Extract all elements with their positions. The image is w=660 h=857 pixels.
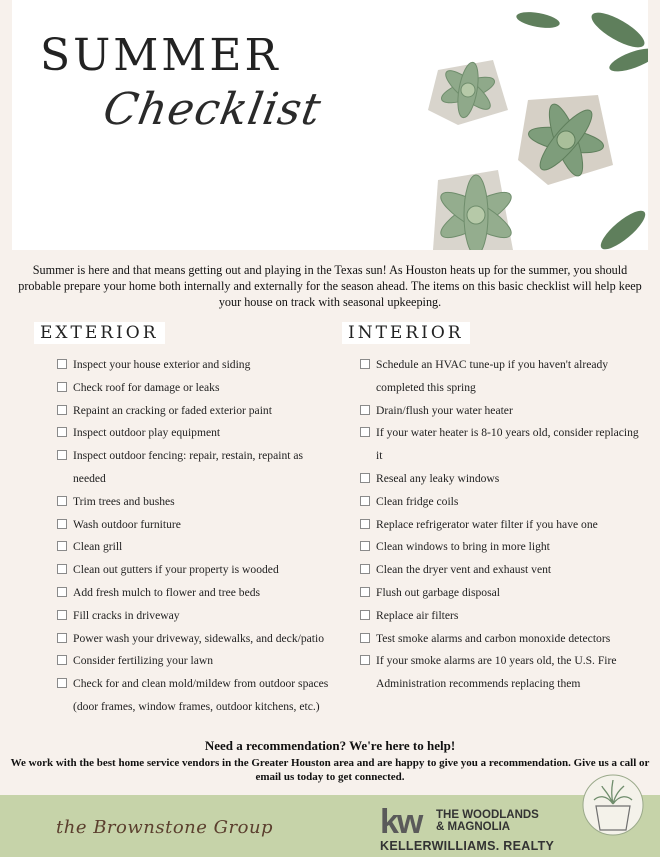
checkbox-icon[interactable]: [57, 678, 67, 688]
exterior-checklist-item-label: Inspect outdoor play equipment: [73, 426, 221, 440]
interior-checklist-item: [360, 422, 645, 468]
interior-heading: INTERIOR: [342, 322, 470, 344]
succulent-pot-3: [433, 170, 517, 250]
interior-checklist-item-label: Clean fridge coils: [376, 494, 459, 508]
interior-checklist-item: [360, 605, 645, 628]
interior-checklist-item-label: Drain/flush your water heater: [376, 403, 513, 417]
checkbox-icon[interactable]: [57, 587, 67, 597]
interior-checklist-item-label: If your smoke alarms are 10 years old, the U.S. Fire Administration recommends replacing them: [376, 654, 617, 691]
checkbox-icon[interactable]: [57, 450, 67, 460]
interior-checklist: [360, 354, 645, 696]
interior-checklist-item: [360, 582, 645, 605]
checkbox-icon[interactable]: [360, 496, 370, 506]
exterior-checklist-item: [57, 514, 337, 537]
exterior-checklist-item-label: Repaint an cracking or faded exterior paint: [73, 403, 272, 417]
exterior-checklist-item: [57, 354, 337, 377]
intro-paragraph: Summer is here and that means getting out and playing in the Texas sun! As Houston heats up for the summer, you should probable prepare your home both internally and externally for the season ahead. The items on this basic checklist will help keep your house on track with seasonal upkeeping.: [18, 263, 642, 309]
footer-bar: [0, 795, 660, 857]
checkbox-icon[interactable]: [57, 610, 67, 620]
page-title: SUMMER: [40, 30, 281, 81]
checkbox-icon[interactable]: [360, 519, 370, 529]
checkbox-icon[interactable]: [57, 382, 67, 392]
exterior-checklist: [57, 354, 337, 719]
interior-checklist-item-label: Clean windows to bring in more light: [376, 540, 550, 554]
interior-checklist-item: [360, 400, 645, 423]
checkbox-icon[interactable]: [360, 587, 370, 597]
checkbox-icon[interactable]: [57, 427, 67, 437]
interior-checklist-item-label: Replace refrigerator water filter if you have one: [376, 517, 598, 531]
succulent-plants-image: [398, 0, 648, 250]
brownstone-group-logo: the Brownstone Group: [56, 817, 274, 838]
checkbox-icon[interactable]: [360, 473, 370, 483]
interior-checklist-item-label: Reseal any leaky windows: [376, 471, 500, 485]
checkbox-icon[interactable]: [57, 633, 67, 643]
interior-checklist-item-label: If your water heater is 8-10 years old, consider replacing it: [376, 426, 639, 463]
kw-office-name: THE WOODLANDS & MAGNOLIA: [436, 809, 539, 833]
exterior-checklist-item: [57, 377, 337, 400]
exterior-checklist-item-label: Consider fertilizing your lawn: [73, 654, 214, 668]
exterior-checklist-item-label: Check roof for damage or leaks: [73, 380, 220, 394]
page-subtitle-script: Checklist: [99, 84, 326, 135]
checkbox-icon[interactable]: [360, 610, 370, 620]
checkbox-icon[interactable]: [57, 519, 67, 529]
exterior-checklist-item-label: Clean grill: [73, 540, 123, 554]
interior-checklist-item: [360, 628, 645, 651]
exterior-checklist-item-label: Clean out gutters if your property is wooded: [73, 563, 279, 577]
interior-checklist-item-label: Replace air filters: [376, 608, 459, 622]
checkbox-icon[interactable]: [57, 564, 67, 574]
recommendation-body: We work with the best home service vendors in the Greater Houston area and are happy to give you a recommendation. Give us a call or email us today to get connected.: [10, 757, 650, 783]
checkbox-icon[interactable]: [57, 405, 67, 415]
exterior-checklist-item: [57, 422, 337, 445]
interior-checklist-item: [360, 491, 645, 514]
hero-banner: [12, 0, 648, 250]
checkbox-icon[interactable]: [57, 655, 67, 665]
interior-checklist-item-label: Test smoke alarms and carbon monoxide detectors: [376, 631, 611, 645]
interior-checklist-item-label: Clean the dryer vent and exhaust vent: [376, 563, 552, 577]
checkbox-icon[interactable]: [360, 359, 370, 369]
succulent-pot-1: [428, 60, 508, 125]
exterior-checklist-item-label: Check for and clean mold/mildew from outdoor spaces (door frames, window frames, outdoor kitchens, etc.): [73, 677, 329, 713]
checkbox-icon[interactable]: [360, 427, 370, 437]
interior-checklist-item: [360, 468, 645, 491]
checkbox-icon[interactable]: [57, 541, 67, 551]
exterior-checklist-item: [57, 605, 337, 628]
kw-realty-name: KELLERWILLIAMS. REALTY: [380, 839, 555, 853]
exterior-checklist-item: [57, 673, 337, 719]
checkbox-icon[interactable]: [57, 496, 67, 506]
exterior-checklist-item-label: Power wash your driveway, sidewalks, and deck/patio: [73, 631, 325, 645]
exterior-checklist-item-label: Add fresh mulch to flower and tree beds: [73, 585, 261, 599]
checkbox-icon[interactable]: [360, 564, 370, 574]
exterior-checklist-item: [57, 582, 337, 605]
interior-checklist-item-label: Flush out garbage disposal: [376, 585, 500, 599]
checkbox-icon[interactable]: [360, 633, 370, 643]
succulent-pot-icon: [582, 770, 644, 840]
exterior-checklist-item-label: Inspect your house exterior and siding: [73, 358, 251, 371]
exterior-checklist-item: [57, 650, 337, 673]
succulent-pot-2: [518, 95, 613, 185]
interior-checklist-item: [360, 354, 645, 400]
interior-checklist-item: [360, 650, 645, 696]
interior-checklist-item: [360, 559, 645, 582]
interior-checklist-item-label: Schedule an HVAC tune-up if you haven't already completed this spring: [376, 358, 609, 394]
exterior-checklist-item: [57, 491, 337, 514]
exterior-checklist-item: [57, 536, 337, 559]
exterior-checklist-item-label: Wash outdoor furniture: [73, 517, 181, 531]
exterior-checklist-item-label: Trim trees and bushes: [73, 494, 175, 508]
checkbox-icon[interactable]: [57, 359, 67, 369]
interior-checklist-item: [360, 536, 645, 559]
checkbox-icon[interactable]: [360, 541, 370, 551]
exterior-checklist-item: [57, 628, 337, 651]
checkbox-icon[interactable]: [360, 405, 370, 415]
exterior-checklist-item-label: Inspect outdoor fencing: repair, restain, repaint as needed: [73, 449, 304, 485]
kw-logo-mark: kw: [380, 803, 422, 841]
interior-checklist-item: [360, 514, 645, 537]
checkbox-icon[interactable]: [360, 655, 370, 665]
exterior-checklist-item: [57, 445, 337, 491]
exterior-heading: EXTERIOR: [34, 322, 165, 344]
exterior-checklist-item: [57, 400, 337, 423]
exterior-checklist-item: [57, 559, 337, 582]
recommendation-title: Need a recommendation? We're here to help!: [204, 738, 456, 753]
exterior-checklist-item-label: Fill cracks in driveway: [73, 608, 180, 622]
